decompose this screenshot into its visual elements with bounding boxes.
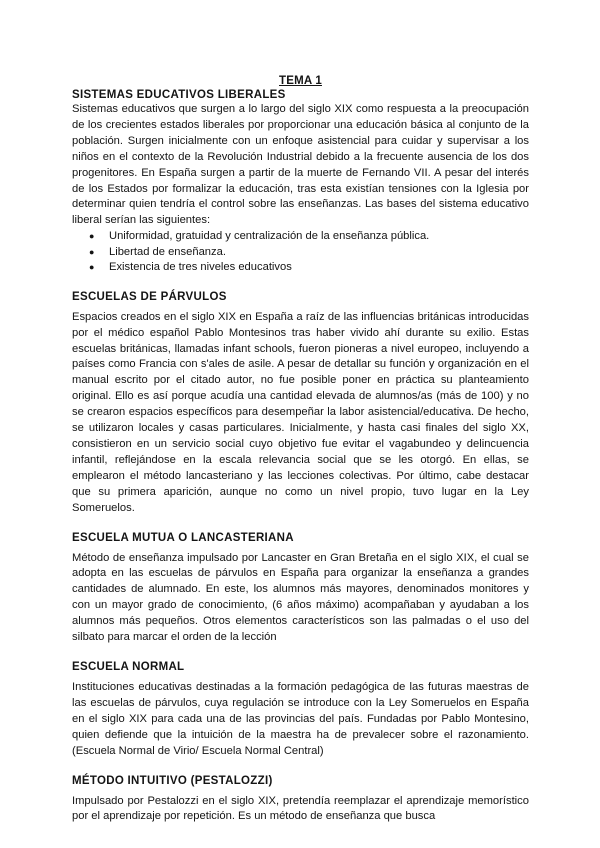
section-heading: ESCUELA NORMAL (72, 660, 185, 673)
list-item (89, 229, 529, 245)
section-escuela-mutua (72, 531, 529, 646)
bullet-icon: ● (89, 262, 95, 273)
section-paragraph: Impulsado por Pestalozzi en el siglo XIX, pretendía reemplazar el aprendizaje memorístico por el aprendizaje por repetición. Es un método de enseñanza que busca (72, 794, 529, 823)
page-title: TEMA 1 (279, 75, 322, 87)
section-heading: SISTEMAS EDUCATIVOS LIBERALES (72, 89, 286, 101)
list-item (89, 245, 529, 261)
bullet-icon: ● (89, 231, 95, 242)
section-metodo-intuitivo (72, 774, 529, 826)
list-item (89, 260, 529, 276)
bullet-list (72, 229, 529, 276)
section-heading: ESCUELAS DE PÁRVULOS (72, 290, 227, 303)
list-item-text: Libertad de enseñanza. (109, 245, 226, 258)
section-heading: MÉTODO INTUITIVO (PESTALOZZI) (72, 774, 273, 787)
section-paragraph: Sistemas educativos que surgen a lo largo del siglo XIX como respuesta a la preocupación de los crecientes estados liberales por proporcionar una educación básica al conjunto de la población. Surgen inicialmente con un enfoque asistencial para cuidar y supervisar a los niños en el contexto de la Revolución Industrial debido a la frecuente ausencia de los dos progenitores. En España surgen a partir de la muerte de Fernando VII. A pesar del interés de los Estados por formalizar la educación, tras esta existían tensiones con la Iglesia por determinar quien tendría el control sobre las enseñanzas. Las bases del sistema educativo liberal serían las siguientes: (72, 103, 529, 227)
section-escuela-normal (72, 660, 529, 760)
list-item-text: Uniformidad, gratuidad y centralización de la enseñanza pública. (109, 230, 430, 243)
section-paragraph: Instituciones educativas destinadas a la formación pedagógica de las futuras maestras de las escuelas de párvulos, cuya regulación se introduce con la Ley Someruelos en España en el siglo XIX para cada una de las provincias del país. Fundadas por Pablo Montesino, quien defiende que la intuición de la maestra ha de prevalecer sobre el razonamiento. (Escuela Normal de Virio/ Escuela Normal Central) (72, 680, 529, 757)
list-item-text: Existencia de tres niveles educativos (109, 261, 292, 274)
bullet-icon: ● (89, 246, 95, 257)
section-paragraph: Espacios creados en el siglo XIX en España a raíz de las influencias británicas introducidas por el médico español Pablo Montesinos tras haber vivido ahí durante su exilio. Estas escuelas británicas, llamadas infant schools, fueron pioneras a nivel europeo, incluyendo a países como Francia con s'ales de asile. A pesar de detallar su función y organización en el manual escrito por el citado autor, no fue posible poner en práctica su planteamiento original. Ello es así porque acudía una cantidad elevada de alumnos/as (más de 100) y no se crearon espacios específicos para desempeñar la labor asistencial/educativa. De hecho, se utilizaron locales y casas particulares. Inicialmente, y hasta casi finales del siglo XX, consistieron en un servicio social cuyo objetivo fue evitar el vagabundeo y delincuencia infantil, reflejándose en la escala relevancia social que se les otorgó. En ellas, se emplearon el método lancasteriano y las lecciones colectivas. Por último, cabe destacar que su primera aparición, aunque no como un nivel propio, tuvo lugar en la Ley Someruelos. (72, 310, 529, 514)
section-escuelas-parvulos (72, 290, 529, 517)
section-paragraph: Método de enseñanza impulsado por Lancaster en Gran Bretaña en el siglo XIX, el cual se adopta en las escuelas de párvulos en España para organizar la enseñanza a grandes cantidades de alumnado. En este, los alumnos más mayores, denominados monitores y con un mayor grado de conocimiento, (6 años máximo) acompañaban y ayudaban a los alumnos más pequeños. Otros elementos característicos son las palmadas o el uso del silbato para marcar el orden de la lección (72, 551, 529, 644)
section-sistemas-educativos (72, 88, 529, 276)
document-content (72, 74, 529, 825)
section-heading: ESCUELA MUTUA O LANCASTERIANA (72, 531, 294, 544)
